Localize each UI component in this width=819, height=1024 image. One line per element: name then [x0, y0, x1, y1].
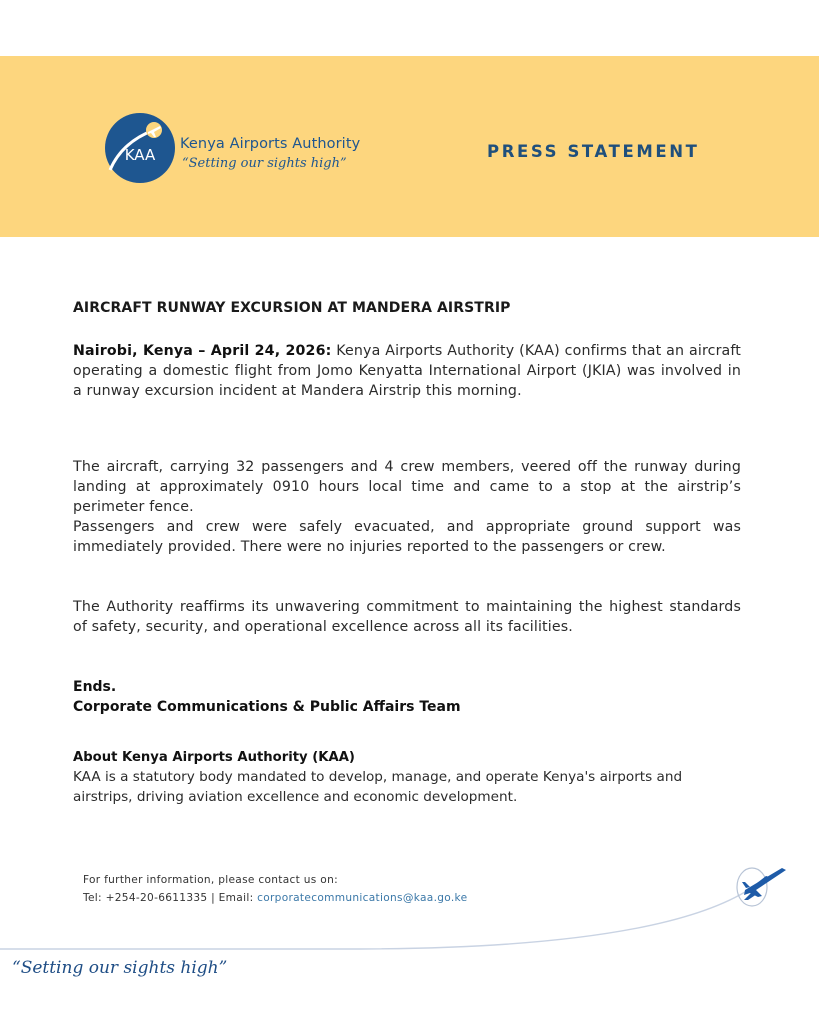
tel-label: Tel: +254-20-6611335 | Email:: [83, 892, 258, 904]
statement-headline: AIRCRAFT RUNWAY EXCURSION AT MANDERA AIRSTRIP: [73, 300, 511, 316]
airplane-takeoff-icon: [742, 868, 786, 900]
paragraph-2: The aircraft, carrying 32 passengers and 4 crew members, veered off the runway during landing at approximately 0910 hours local time and came to a stop at the airstrip’s perimeter fence.: [73, 459, 741, 515]
paragraph-4: The Authority reaffirms its unwavering commitment to maintaining the highest standards of safety, security, and operational excellence across all its facilities.: [73, 599, 741, 635]
footer-swoosh: [0, 850, 819, 960]
footer-tagline: “Setting our sights high”: [12, 958, 228, 978]
press-statement-title: PRESS STATEMENT: [487, 142, 700, 161]
contact-intro: For further information, please contact us on:: [83, 874, 338, 886]
paragraph-3: Passengers and crew were safely evacuated, and appropriate ground support was immediately provided. There were no injuries reported to the passengers or crew.: [73, 519, 741, 555]
about-body: KAA is a statutory body mandated to develop, manage, and operate Kenya's airports and airstrips, driving aviation excellence and economic development.: [73, 769, 683, 805]
logo-name: Kenya Airports Authority: [180, 136, 361, 152]
ends-marker: Ends.: [73, 679, 117, 695]
paragraph-1: [73, 341, 741, 401]
about-title: About Kenya Airports Authority (KAA): [73, 750, 355, 765]
kaa-globe-plane-icon: [104, 112, 176, 184]
kaa-logo: [104, 112, 384, 184]
statement-body: [73, 300, 742, 805]
signoff-team: Corporate Communications & Public Affairs Team: [73, 699, 461, 715]
paragraph-1-text: Kenya Airports Authority (KAA) confirms that an aircraft operating a domestic flight from Jomo Kenyatta International Airport (JKIA) was involved in a runway excursion incident at Mandera Airstrip this morning.: [73, 343, 742, 399]
logo-tagline: “Setting our sights high”: [182, 156, 347, 171]
dateline: Nairobi, Kenya – April 24, 2026:: [73, 343, 332, 359]
email-link[interactable]: corporatecommunications@kaa.go.ke: [257, 892, 468, 904]
svg-text:KAA: KAA: [124, 146, 156, 164]
